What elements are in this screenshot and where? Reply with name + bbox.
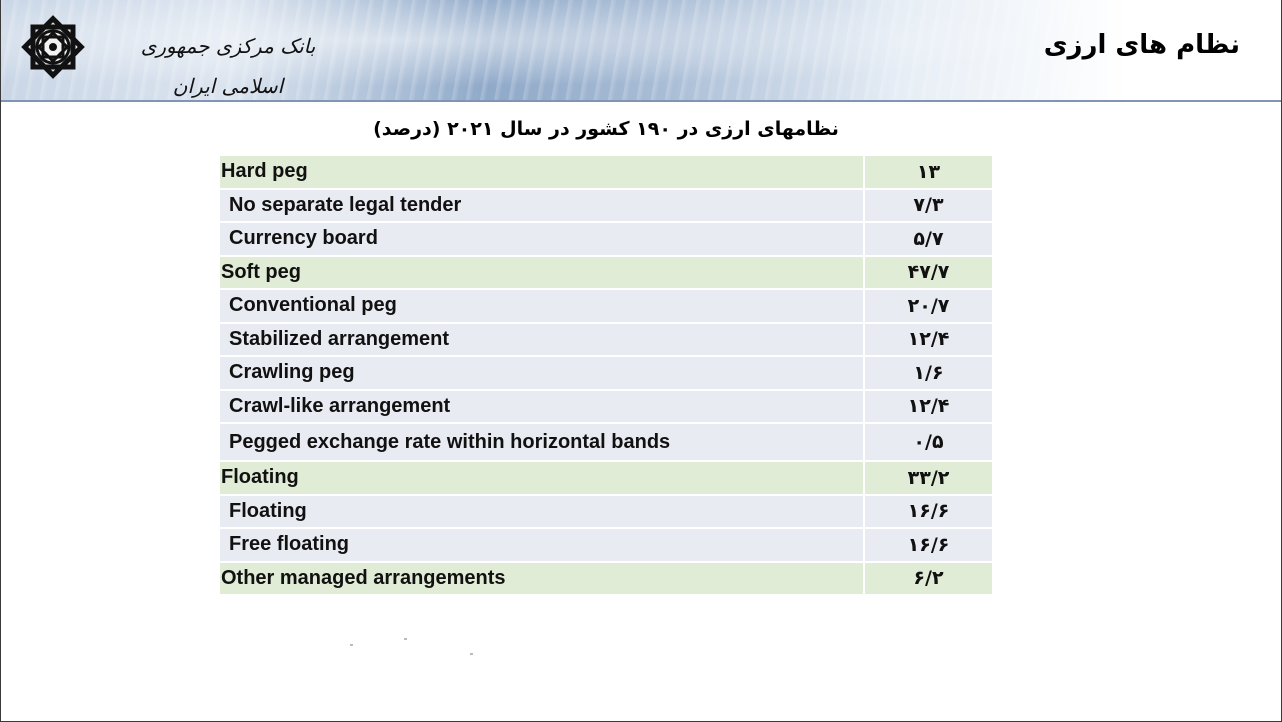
row-value: ۱۳ [864,155,993,189]
row-value: ۱۶/۶ [864,495,993,529]
row-label: Stabilized arrangement [219,323,864,357]
row-value: ۷/۳ [864,189,993,223]
row-value: ۵/۷ [864,222,993,256]
row-label: Crawl-like arrangement [219,390,864,424]
row-label: Currency board [219,222,864,256]
row-label: Other managed arrangements [219,562,864,596]
row-label: No separate legal tender [219,189,864,223]
row-value: ۳۳/۲ [864,461,993,495]
row-value: ۱۲/۴ [864,323,993,357]
row-value: ۴۷/۷ [864,256,993,290]
row-label: Free floating [219,528,864,562]
row-value: ۲۰/۷ [864,289,993,323]
row-label: Hard peg [219,155,864,189]
row-value: ۰/۵ [864,423,993,461]
row-value: ۱/۶ [864,356,993,390]
row-label: Conventional peg [219,289,864,323]
page-title: نظام های ارزی [1043,30,1240,60]
row-label: Crawling peg [219,356,864,390]
row-label: Floating [219,495,864,529]
row-label: Pegged exchange rate within horizontal bands [219,423,864,461]
row-label: Soft peg [219,256,864,290]
table-title: نظامهای ارزی در ۱۹۰ کشور در سال ۲۰۲۱ (درصد) [373,118,839,140]
row-value: ۱۶/۶ [864,528,993,562]
row-value: ۶/۲ [864,562,993,596]
row-value: ۱۲/۴ [864,390,993,424]
row-label: Floating [219,461,864,495]
bank-name: بانک مرکزی جمهوری اسلامی ایران [140,34,316,98]
